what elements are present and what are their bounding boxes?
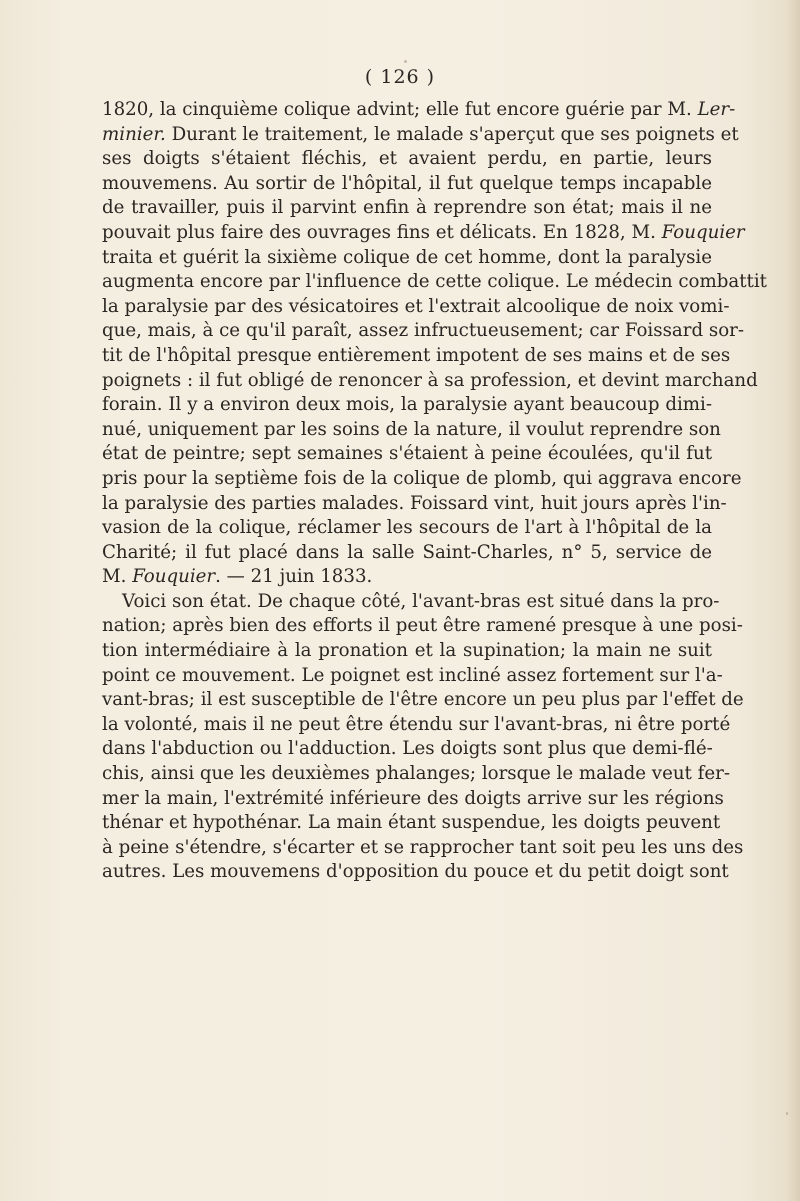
text-line: M. Fouquier. — 21 juin 1833. [102,566,373,588]
text-line: de travailler, puis il parvint enfin à reprendre son état; mais il ne [102,197,712,219]
text-line: thénar et hypothénar. La main étant suspendue, les doigts peuvent [102,812,721,834]
text-line: Charité; il fut placé dans la salle Saint-Charles, n° 5, service de [102,541,712,563]
text-line: mer la main, l'extrémité inférieure des doigts arrive sur les régions [102,787,724,809]
text-line: nation; après bien des efforts il peut être ramené presque à une posi- [102,615,743,637]
text-line: chis, ainsi que les deuxièmes phalanges; lorsque le malade veut fer- [102,763,730,785]
page-number: ( 126 ) [364,66,436,88]
text-line: vasion de la colique, réclamer les secours de l'art à l'hôpital de la [102,517,712,539]
text-line: augmenta encore par l'influence de cette colique. Le médecin combattit [102,271,767,293]
text-line: la paralysie par des vésicatoires et l'extrait alcoolique de noix vomi- [102,295,730,317]
text-line: minier. Durant le traitement, le malade s'aperçut que ses poignets et [102,123,739,145]
text-line: forain. Il y a environ deux mois, la paralysie ayant beaucoup dimi- [102,394,712,416]
text-line: tion intermédiaire à la pronation et la supination; la main ne suit [102,640,712,662]
text-line: pouvait plus faire des ouvrages fins et délicats. En 1828, M. Fouquier [102,221,745,243]
text-line: Voici son état. De chaque côté, l'avant-bras est situé dans la pro- [122,590,720,612]
paper-speck [706,820,708,822]
text-line: ses doigts s'étaient fléchis, et avaient perdu, en partie, leurs [102,148,712,170]
paper-speck [786,1112,788,1115]
text-line: que, mais, à ce qu'il paraît, assez infructueusement; car Foissard sor- [102,320,744,342]
text-line: 1820, la cinquième colique advint; elle fut encore guérie par M. Ler- [102,99,736,120]
text-line: nué, uniquement par les soins de la nature, il voulut reprendre son [102,418,721,440]
text-line: poignets : il fut obligé de renoncer à sa profession, et devint marchand [102,369,758,391]
text-line: vant-bras; il est susceptible de l'être encore un peu plus par l'effet de [102,689,744,711]
text-line: dans l'abduction ou l'adduction. Les doigts sont plus que demi-flé- [102,738,713,760]
text-line: point ce mouvement. Le poignet est incliné assez fortement sur l'a- [102,664,723,686]
text-line: la volonté, mais il ne peut être étendu sur l'avant-bras, ni être porté [102,713,731,735]
body-text [102,98,767,885]
page-edge-shadow [786,0,800,1201]
text-line: traita et guérit la sixième colique de cet homme, dont la paralysie [102,246,712,268]
text-line: mouvemens. Au sortir de l'hôpital, il fut quelque temps incapable [102,172,712,194]
text-line: autres. Les mouvemens d'opposition du pouce et du petit doigt sont [102,861,729,883]
text-line: pris pour la septième fois de la colique de plomb, qui aggrava encore [102,467,742,489]
text-line: la paralysie des parties malades. Foissard vint, huit jours après l'in- [102,492,727,514]
paper-speck [404,60,407,63]
text-line: tit de l'hôpital presque entièrement impotent de ses mains et de ses [102,344,731,366]
text-line: à peine s'étendre, s'écarter et se rapprocher tant soit peu les uns des [102,836,744,858]
text-line: état de peintre; sept semaines s'étaient à peine écoulées, qu'il fut [102,443,712,465]
